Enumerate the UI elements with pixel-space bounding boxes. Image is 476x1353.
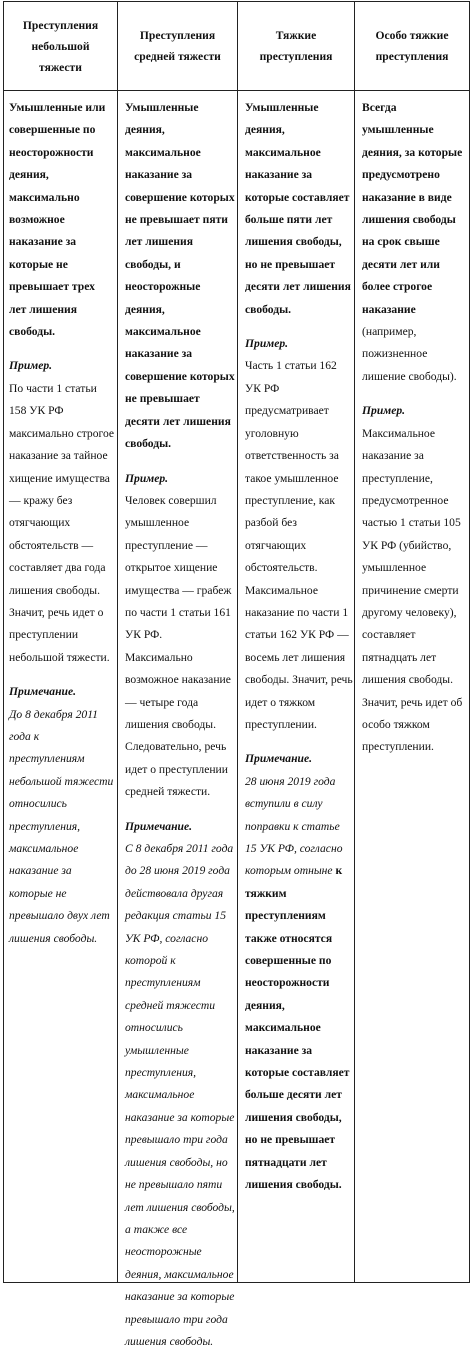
header-medium-text: Преступления средней тяжести xyxy=(134,29,221,63)
example-text: По части 1 статьи 158 УК РФ максимально строгое наказание за тайное хищение имущества — кражу без отягчающих обстоятельств — составляет два года лишения свободы. xyxy=(9,381,115,597)
header-minor xyxy=(4,2,117,90)
column-divider xyxy=(117,2,118,1282)
example-label: Пример. xyxy=(9,359,53,373)
definition-tail: (например, пожизненное лишение свободы). xyxy=(362,325,457,383)
note-intro: 28 июня 2019 года вступили в силу поправки к статье 15 УК РФ, согласно которым отныне xyxy=(245,774,343,878)
column-minor xyxy=(6,97,115,950)
header-especially-grave xyxy=(355,2,469,90)
note-bold: к тяжким преступлениям также относятся совершенные по неосторожности деяния, максимальное наказание за которые составляет больше десяти лет лишения свободы, но не превышает пятнадцати лет лишения свободы. xyxy=(245,864,350,1192)
note-text xyxy=(245,771,353,1197)
header-divider xyxy=(4,90,469,91)
definition-text: Умышленные деяния, максимальное наказание за которые составляет больше пяти лет лишения свободы, но не превышает десяти лет лишения свободы. xyxy=(245,101,351,316)
conclusion-text: Максимально возможное наказание — четыре года лишения свободы. Следовательно, речь идет о преступлении средней тяжести. xyxy=(125,650,231,799)
header-grave-text: Тяжкие преступления xyxy=(259,29,333,63)
column-medium xyxy=(122,97,236,1353)
note-text: До 8 декабря 2011 года к преступлениям небольшой тяжести относились преступления, максимальное наказание за которые не превышало двух лет лишения свободы. xyxy=(9,707,114,945)
example-label: Пример. xyxy=(245,337,289,351)
header-especially-grave-text: Особо тяжкие преступления xyxy=(375,29,449,63)
note-label: Примечание. xyxy=(245,752,313,766)
note-label: Примечание. xyxy=(125,819,193,833)
header-grave xyxy=(238,2,354,90)
example-text: Максимальное наказание за преступление, предусмотренное частью 1 статьи 105 УК РФ (убийство, умышленное причинение смерти другому человеку), составляет пятнадцать лет лишения свободы. Значит, речь идет об особо тяжком преступлении. xyxy=(362,426,463,754)
note-text: С 8 декабря 2011 года до 28 июня 2019 года действовала другая редакция статьи 15 УК РФ, согласно которой к преступлениям средней тяжести относились умышленные преступления, максимальное наказание за которые превышало три года лишения свободы, но не превышало пяти лет лишения свободы, а также все неосторожные деяния, максимальное наказание за которые превышало три года лишения свободы. xyxy=(125,842,235,1348)
header-medium xyxy=(118,2,237,90)
header-minor-text: Преступления небольшой тяжести xyxy=(22,18,99,74)
column-grave xyxy=(242,97,353,1197)
definition-text: Умышленные деяния, максимальное наказание за совершение которых не превышает пяти лет лишения свободы, и неосторожные деяния, максимальное наказание за совершение которых не превышает десяти лет лишения свободы. xyxy=(125,101,235,451)
definition-bold: Всегда умышленные деяния, за которые предусмотрено наказание в виде лишения свободы на срок свыше десяти лет или более строгое наказание xyxy=(362,101,463,316)
column-divider xyxy=(237,2,238,1282)
definition-text xyxy=(362,97,469,388)
crime-categories-table xyxy=(3,1,470,1348)
column-divider xyxy=(354,2,355,1282)
example-text: Часть 1 статьи 162 УК РФ предусматривает уголовную ответственность за такое умышленное преступление, как разбой без отягчающих обстоятельств. Максимальное наказание по части 1 статьи 162 УК РФ — восемь лет лишения свободы. Значит, речь идет о тяжком преступлении. xyxy=(245,359,353,731)
example-label: Пример. xyxy=(125,471,169,485)
column-especially-grave xyxy=(359,97,469,759)
definition-text: Умышленные или совершенные по неосторожности деяния, максимально возможное наказание за которые не превышает трех лет лишения свободы. xyxy=(9,101,106,339)
conclusion-text: Значит, речь идет о преступлении небольшой тяжести. xyxy=(9,605,110,664)
example-label: Пример. xyxy=(362,404,406,418)
example-text: Человек совершил умышленное преступление — открытое хищение имущества — грабеж по части 1 статьи 161 УК РФ. xyxy=(125,493,232,642)
note-label: Примечание. xyxy=(9,685,77,699)
